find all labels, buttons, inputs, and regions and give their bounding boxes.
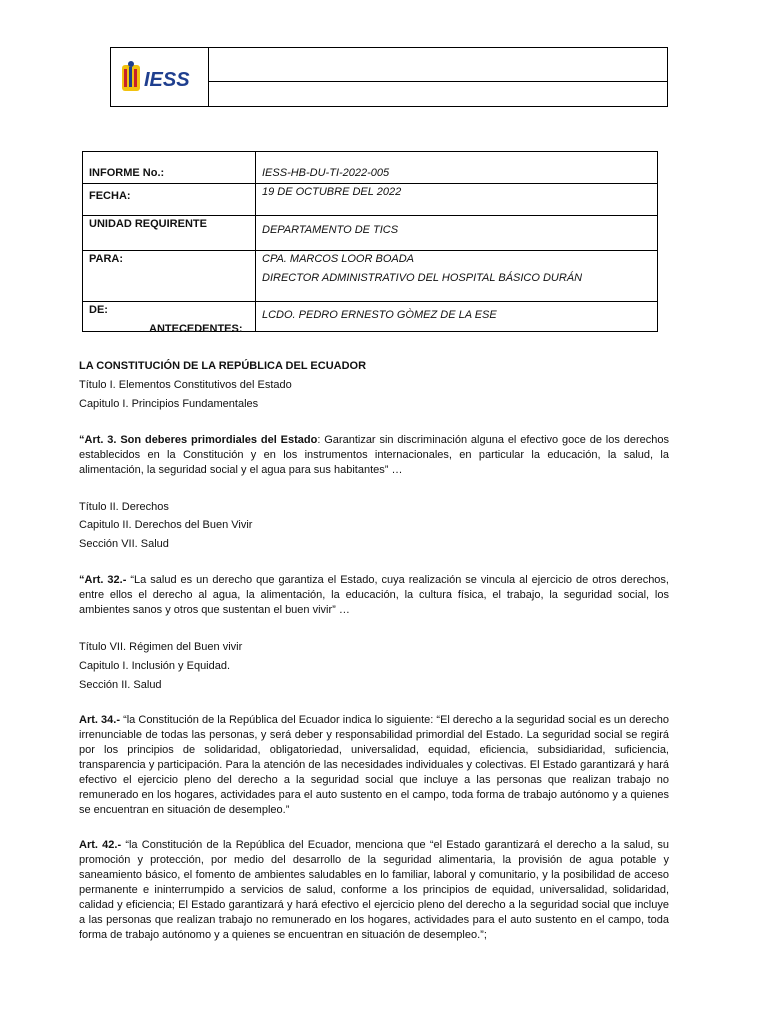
capitulo-1: Capitulo I. Principios Fundamentales <box>79 398 259 410</box>
para-label: PARA: <box>83 251 256 302</box>
table-row <box>83 152 658 184</box>
unidad-value: DEPARTAMENTO DE TICS <box>256 216 658 251</box>
header-divider <box>209 81 667 82</box>
informe-value: IESS-HB-DU-TI-2022-005 <box>256 152 658 184</box>
header-box <box>110 47 668 107</box>
art-34-paragraph <box>79 713 669 818</box>
iess-logo-icon <box>118 57 202 97</box>
capitulo-7: Capitulo I. Inclusión y Equidad. <box>79 660 231 672</box>
art-3-lead: “Art. 3. Son deberes primordiales del Estado <box>79 434 318 446</box>
para-value: CPA. MARCOS LOOR BOADA <box>262 253 414 265</box>
seccion-7: Sección VII. Salud <box>79 538 169 550</box>
titulo-1: Título I. Elementos Constitutivos del Estado <box>79 379 292 391</box>
table-row <box>83 216 658 251</box>
art-34-text: “la Constitución de la República del Ecuador indica lo siguiente: “El derecho a la seguridad social es un derecho irrenunciable de todas las personas, y será deber y responsabilidad primordial del Estado. La seguridad social se regirá por los principios de solidaridad, obligatoriedad, universalidad, equidad, eficiencia, subsidiaridad, suficiencia, transparencia y participación. Para la atención de las necesidades individuales y colectivas. El Estado garantizará y hará efectivo el ejercicio pleno del derecho a la seguridad social que incluye a las personas que realizan trabajo no remunerado en los hogares, actividades para el auto sustento en el campo, toda forma de trabajo autónomo y a quienes se encuentran en situación de desempleo.” <box>79 714 669 816</box>
art-32-text: “La salud es un derecho que garantiza el Estado, cuya realización se vincula al ejercicio de otros derechos, entre ellos el derecho al agua, la alimentación, la educación, la cultura física, el trabajo, la seguridad social, los ambientes sanos y otros que sustentan el buen vivir” … <box>79 574 669 616</box>
art-32-lead: “Art. 32.- <box>79 574 127 586</box>
art-3-paragraph <box>79 433 669 478</box>
fecha-label: FECHA: <box>83 184 256 216</box>
logo-cell <box>111 48 209 106</box>
capitulo-2: Capitulo II. Derechos del Buen Vivir <box>79 519 253 531</box>
art-42-lead: Art. 42.- <box>79 839 122 851</box>
de-value: LCDO. PEDRO ERNESTO GÒMEZ DE LA ESE <box>256 302 658 332</box>
art-3-text: : Garantizar sin discriminación alguna el efectivo goce de los derechos establecidos en la Constitución y en los instrumentos internacionales, en particular la educación, la salud, la alimentación, la seguridad social y el agua para sus habitantes” … <box>79 434 669 476</box>
de-label: DE: <box>83 302 256 332</box>
constitution-title: LA CONSTITUCIÓN DE LA REPÚBLICA DEL ECUADOR <box>79 360 367 372</box>
art-32-paragraph <box>79 573 669 618</box>
titulo-2: Título II. Derechos <box>79 501 169 513</box>
antecedentes-heading: ANTECEDENTES: <box>149 323 243 335</box>
logo-wordmark: IESS <box>143 69 190 91</box>
titulo-7: Título VII. Régimen del Buen vivir <box>79 641 243 653</box>
para-value-cell <box>256 251 658 302</box>
informe-label: INFORME No.: <box>83 152 256 184</box>
unidad-label: UNIDAD REQUIRENTE <box>83 216 256 251</box>
art-34-lead: Art. 34.- <box>79 714 120 726</box>
para-value-title: DIRECTOR ADMINISTRATIVO DEL HOSPITAL BÁSICO DURÁN <box>262 272 583 284</box>
table-row <box>83 184 658 216</box>
fecha-value: 19 DE OCTUBRE DEL 2022 <box>256 184 658 216</box>
art-42-text: “la Constitución de la República del Ecuador, menciona que “el Estado garantizará el derecho a la salud, su promoción y protección, por medio del desarrollo de la seguridad alimentaria, la provisión de agua potable y saneamiento básico, el fomento de ambientes saludables en lo familiar, laboral y comunitario, y la posibilidad de acceso permanente e ininterrumpido a servicios de salud, conforme a los principios de equidad, universalidad, solidaridad, calidad y eficiencia; El Estado garantizará y hará efectivo el ejercicio pleno del derecho a la seguridad social que incluye a las personas que realizan trabajo no remunerado en los hogares, actividades para el auto sustento en el campo, toda forma de trabajo autónomo y a quienes se encuentran en situación de desempleo.”; <box>79 839 669 941</box>
info-table <box>82 151 658 332</box>
art-42-paragraph <box>79 838 669 943</box>
seccion-2: Sección II. Salud <box>79 679 162 691</box>
table-row <box>83 251 658 302</box>
